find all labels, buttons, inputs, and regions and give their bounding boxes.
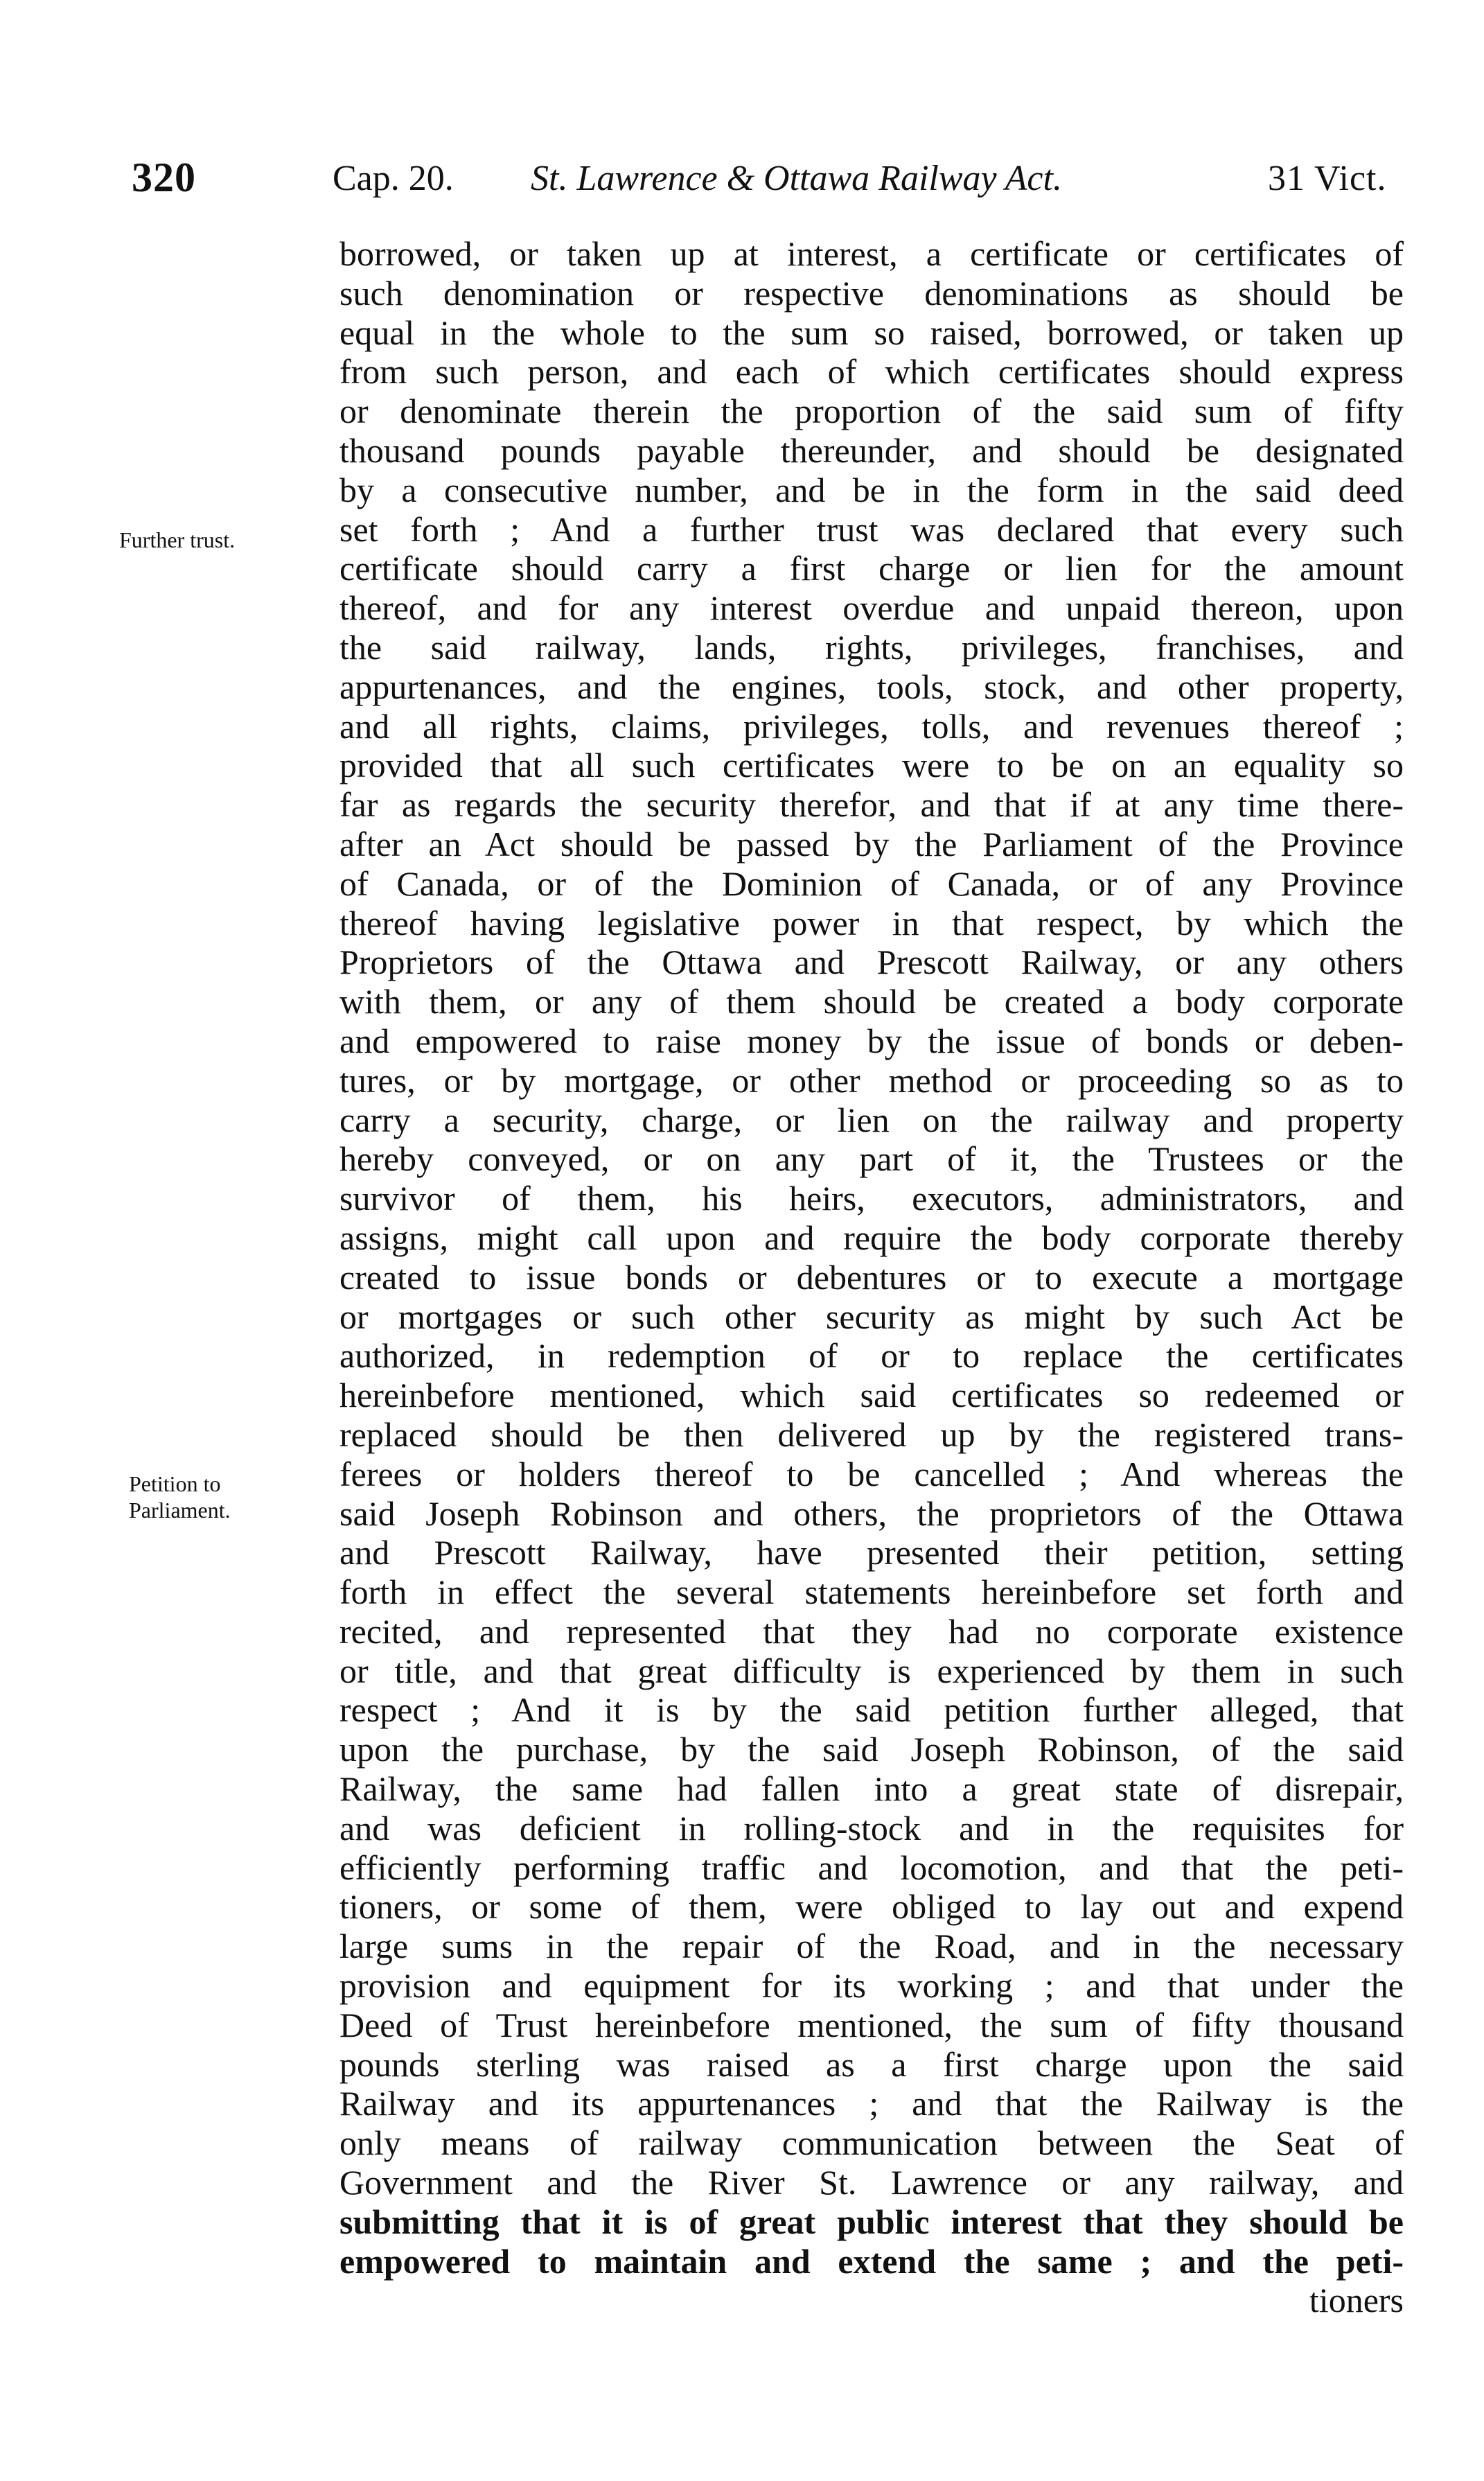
text-line: hereinbefore mentioned, which said certificates so redeemed or: [339, 1376, 1404, 1415]
text-line: tioners: [1309, 2281, 1404, 2320]
text-line: or title, and that great difficulty is experienced by them in such: [339, 1651, 1404, 1690]
text-line: tures, or by mortgage, or other method or proceeding so as to: [339, 1060, 1404, 1100]
text-line: Railway, the same had fallen into a great state of disrepair,: [339, 1769, 1404, 1809]
text-line: and all rights, claims, privileges, tolls, and revenues thereof ;: [339, 706, 1404, 746]
text-line: of Canada, or of the Dominion of Canada, or of any Province: [339, 863, 1404, 903]
text-line: authorized, in redemption of or to replace the certificates: [339, 1336, 1404, 1376]
text-line: with them, or any of them should be created a body corporate: [339, 982, 1404, 1022]
text-line: provided that all such certificates were to be on an equality so: [339, 746, 1404, 785]
text-line: thereof having legislative power in that respect, by which the: [339, 903, 1404, 943]
text-line: respect ; And it is by the said petition further alleged, that: [339, 1690, 1404, 1730]
text-line: far as regards the security therefor, and that if at any time there-: [339, 785, 1404, 825]
running-header: [0, 154, 1484, 209]
text-line: such denomination or respective denominations as should be: [339, 273, 1404, 313]
text-line: certificate should carry a first charge or lien for the amount: [339, 549, 1404, 588]
text-line: Railway and its appurtenances ; and that the Railway is the: [339, 2084, 1404, 2123]
body-text: [339, 234, 1404, 2320]
text-line: borrowed, or taken up at interest, a certificate or certificates of: [339, 234, 1404, 273]
chapter-label: Cap. 20.: [333, 159, 454, 198]
text-line: tioners, or some of them, were obliged to lay out and expend: [339, 1887, 1404, 1927]
text-line: Proprietors of the Ottawa and Prescott Railway, or any others: [339, 943, 1404, 982]
text-line: provision and equipment for its working ; and that under the: [339, 1966, 1404, 2006]
text-line: Deed of Trust hereinbefore mentioned, the sum of fifty thousand: [339, 2005, 1404, 2044]
text-line: and empowered to raise money by the issue of bonds or deben-: [339, 1021, 1404, 1060]
text-line: recited, and represented that they had no corporate existence: [339, 1611, 1404, 1651]
running-title: St. Lawrence & Ottawa Railway Act.: [531, 159, 1062, 198]
text-line: created to issue bonds or debentures or to execute a mortgage: [339, 1257, 1404, 1297]
text-line: empowered to maintain and extend the same ; and the peti-: [339, 2241, 1404, 2281]
marginal-note-line: Petition to: [129, 1471, 221, 1496]
text-line: the said railway, lands, rights, privileges, franchises, and: [339, 627, 1404, 667]
text-line: survivor of them, his heirs, executors, administrators, and: [339, 1179, 1404, 1218]
text-line: thereof, and for any interest overdue and unpaid thereon, upon: [339, 588, 1404, 628]
text-line: Government and the River St. Lawrence or any railway, and: [339, 2163, 1404, 2202]
marginal-note-further-trust: [119, 527, 235, 553]
marginal-note-text: Further trust.: [119, 527, 236, 552]
text-line: pounds sterling was raised as a first charge upon the said: [339, 2044, 1404, 2084]
text-line: ferees or holders thereof to be cancelled ; And whereas the: [339, 1454, 1404, 1493]
text-line: submitting that it is of great public interest that they should be: [339, 2202, 1404, 2241]
text-line: and Prescott Railway, have presented their petition, setting: [339, 1533, 1404, 1572]
text-line: forth in effect the several statements hereinbefore set forth and: [339, 1572, 1404, 1612]
text-line: from such person, and each of which certificates should express: [339, 352, 1404, 392]
text-line: and was deficient in rolling-stock and in the requisites for: [339, 1808, 1404, 1848]
marginal-note-line: Parliament.: [129, 1498, 231, 1523]
text-line: appurtenances, and the engines, tools, stock, and other property,: [339, 667, 1404, 706]
text-line: after an Act should be passed by the Parliament of the Province: [339, 824, 1404, 863]
text-line: assigns, might call upon and require the body corporate thereby: [339, 1218, 1404, 1257]
text-line: only means of railway communication between the Seat of: [339, 2123, 1404, 2163]
text-line: hereby conveyed, or on any part of it, the Trustees or the: [339, 1139, 1404, 1179]
text-line: by a consecutive number, and be in the form in the said deed: [339, 470, 1404, 509]
text-line: or mortgages or such other security as might by such Act be: [339, 1297, 1404, 1336]
text-line: efficiently performing traffic and locomotion, and that the peti-: [339, 1848, 1404, 1887]
text-line: large sums in the repair of the Road, and in the necessary: [339, 1927, 1404, 1966]
marginal-note-petition: [129, 1471, 231, 1523]
text-line: carry a security, charge, or lien on the railway and property: [339, 1100, 1404, 1139]
text-line: thousand pounds payable thereunder, and should be designated: [339, 430, 1404, 470]
text-line: equal in the whole to the sum so raised, borrowed, or taken up: [339, 313, 1404, 352]
text-line: said Joseph Robinson and others, the proprietors of the Ottawa: [339, 1493, 1404, 1533]
text-line: upon the purchase, by the said Joseph Robinson, of the said: [339, 1730, 1404, 1769]
page-number: 320: [132, 155, 196, 200]
text-line: or denominate therein the proportion of the said sum of fifty: [339, 392, 1404, 431]
text-line: replaced should be then delivered up by the registered trans-: [339, 1414, 1404, 1454]
text-line: set forth ; And a further trust was declared that every such: [339, 509, 1404, 549]
regnal-year: 31 Vict.: [1268, 159, 1387, 198]
